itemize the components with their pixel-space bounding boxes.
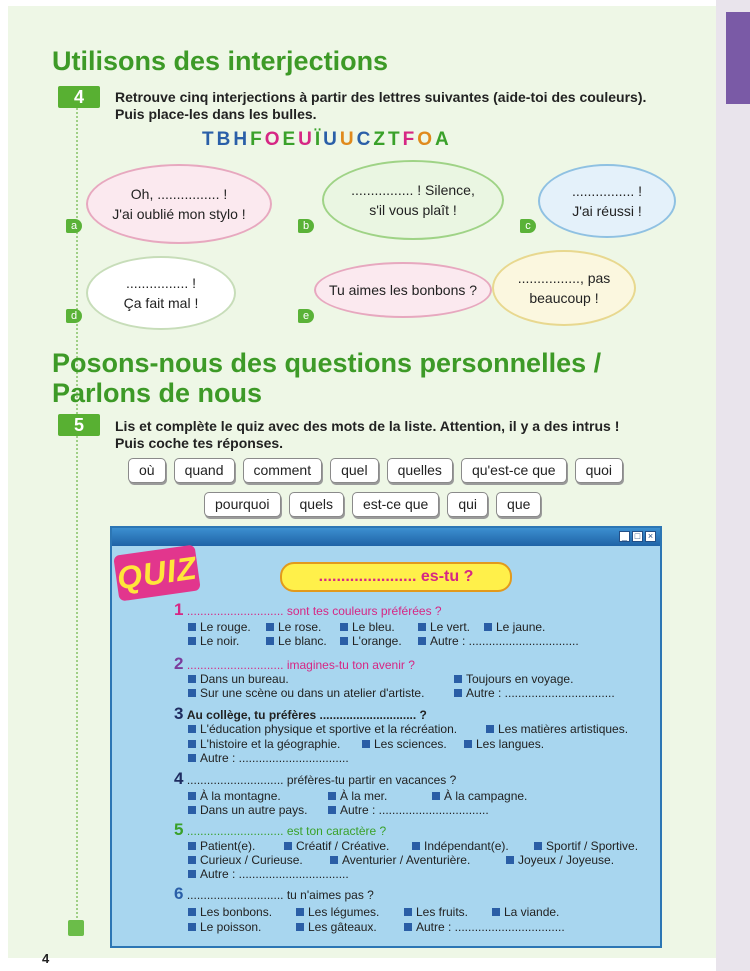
option-checkbox[interactable]: Les sciences. [362, 737, 447, 751]
option-checkbox[interactable]: Curieux / Curieuse. [188, 853, 303, 867]
word-chip[interactable]: comment [243, 458, 323, 483]
bubble-e-line1: Tu aimes les bonbons ? [328, 282, 478, 298]
question-6-label: ............................. tu n'aimes pas ? [186, 888, 374, 902]
option-checkbox[interactable]: Dans un autre pays. [188, 803, 307, 817]
letter-2: H [233, 129, 251, 150]
option-checkbox[interactable]: Autre : ................................. [328, 803, 489, 817]
question-5 [174, 820, 386, 840]
question-2 [174, 654, 415, 674]
letter-12: T [387, 129, 403, 150]
letter-sequence [202, 129, 452, 151]
word-chip[interactable]: où [128, 458, 166, 483]
word-chip[interactable]: que [496, 492, 541, 517]
bubble-tag-d: d [66, 309, 82, 323]
word-chip[interactable]: quoi [575, 458, 623, 483]
maximize-icon[interactable]: □ [632, 531, 643, 542]
option-checkbox[interactable]: Les légumes. [296, 905, 379, 919]
question-2-number: 2 [174, 654, 184, 673]
close-icon[interactable]: × [645, 531, 656, 542]
option-checkbox[interactable]: Le poisson. [188, 920, 261, 934]
letter-6: U [298, 129, 315, 150]
letter-11: Z [373, 129, 388, 150]
option-checkbox[interactable]: Les fruits. [404, 905, 468, 919]
letter-0: T [202, 129, 217, 150]
word-chip[interactable]: pourquoi [204, 492, 281, 517]
word-chip[interactable]: quels [289, 492, 344, 517]
word-chip[interactable]: quel [330, 458, 378, 483]
letter-13: F [402, 129, 418, 150]
option-checkbox[interactable]: Les matières artistiques. [486, 722, 628, 736]
bubble-c-line2: J'ai réussi ! [572, 203, 642, 219]
question-5-label: ............................. est ton caractère ? [186, 824, 387, 838]
option-checkbox[interactable]: Le noir. [188, 634, 239, 648]
quiz-banner: ...................... es-tu ? [280, 562, 512, 592]
minimize-icon[interactable]: _ [619, 531, 630, 542]
option-checkbox[interactable]: Autre : ................................. [418, 634, 579, 648]
question-3 [174, 704, 427, 724]
option-checkbox[interactable]: Autre : ................................. [188, 751, 349, 765]
option-checkbox[interactable]: Autre : ................................. [454, 686, 615, 700]
bubble-a-line2: J'ai oublié mon stylo ! [112, 206, 246, 222]
section-title-questions-line2: Parlons de nous [52, 378, 263, 408]
option-checkbox[interactable]: Dans un bureau. [188, 672, 289, 686]
question-6-number: 6 [174, 884, 184, 903]
question-3-number: 3 [174, 704, 184, 723]
word-chip[interactable]: quelles [387, 458, 453, 483]
option-checkbox[interactable]: Les bonbons. [188, 905, 272, 919]
question-5-number: 5 [174, 820, 184, 839]
exercise-number-5: 5 [58, 414, 100, 436]
question-4-label: ............................. préfères-tu partir en vacances ? [186, 773, 457, 787]
section-title-questions-line1: Posons-nous des questions personnelles / [52, 348, 602, 378]
option-checkbox[interactable]: Les gâteaux. [296, 920, 377, 934]
option-checkbox[interactable]: Le bleu. [340, 620, 395, 634]
question-1 [174, 600, 442, 620]
option-checkbox[interactable]: Le rouge. [188, 620, 251, 634]
speech-bubble-e[interactable] [314, 262, 492, 318]
option-checkbox[interactable]: Patient(e). [188, 839, 255, 853]
option-checkbox[interactable]: Le vert. [418, 620, 470, 634]
word-chip[interactable]: qui [447, 492, 488, 517]
option-checkbox[interactable]: Autre : ................................. [188, 867, 349, 881]
exercise-4-instruction-line1: Retrouve cinq interjections à partir des lettres suivantes (aide-toi des couleurs). [115, 89, 647, 105]
bubble-d-line1: ................ ! [125, 275, 196, 291]
letter-5: E [282, 129, 299, 150]
bubble-d-line2: Ça fait mal ! [123, 295, 199, 311]
quiz-logo: QUIZ [113, 545, 201, 602]
bubble-reply-line1: ................, pas [517, 270, 611, 286]
letter-7: Ï [314, 129, 324, 150]
option-checkbox[interactable]: Le jaune. [484, 620, 545, 634]
speech-bubble-b[interactable] [322, 160, 504, 240]
question-2-label: ............................. imagines-tu ton avenir ? [186, 658, 415, 672]
question-6 [174, 884, 374, 904]
letter-4: O [264, 129, 283, 150]
section-title-interjections: Utilisons des interjections [52, 46, 389, 76]
option-checkbox[interactable]: À la mer. [328, 789, 387, 803]
option-checkbox[interactable]: L'histoire et la géographie. [188, 737, 340, 751]
letter-9: U [339, 129, 357, 150]
bubble-c-line1: ................ ! [571, 183, 642, 199]
option-checkbox[interactable]: Créatif / Créative. [284, 839, 389, 853]
option-checkbox[interactable]: Sur une scène ou dans un atelier d'artiste. [188, 686, 424, 700]
question-1-number: 1 [174, 600, 184, 619]
bubble-a-line1: Oh, ................ ! [130, 186, 228, 202]
bubble-tag-e: e [298, 309, 314, 323]
option-checkbox[interactable]: Toujours en voyage. [454, 672, 573, 686]
option-checkbox[interactable]: Le rose. [266, 620, 321, 634]
letter-8: U [323, 129, 340, 150]
bubble-b-line2: s'il vous plaît ! [369, 202, 457, 218]
option-checkbox[interactable]: À la montagne. [188, 789, 281, 803]
letter-10: C [356, 129, 374, 150]
option-checkbox[interactable]: L'éducation physique et sportive et la récréation. [188, 722, 457, 736]
exercise-number-4: 4 [58, 86, 100, 108]
option-checkbox[interactable]: La viande. [492, 905, 559, 919]
word-chip[interactable]: qu'est-ce que [461, 458, 567, 483]
bubble-tag-b: b [298, 219, 314, 233]
letter-3: F [250, 129, 265, 150]
speech-bubble-reply[interactable] [492, 250, 636, 326]
option-checkbox[interactable]: Joyeux / Joyeuse. [506, 853, 614, 867]
option-checkbox[interactable]: Le blanc. [266, 634, 327, 648]
quiz-window [110, 526, 662, 948]
question-3-label: Au collège, tu préfères ............................. ? [186, 708, 427, 722]
corner-marker [68, 920, 84, 936]
question-1-label: ............................. sont tes couleurs préférées ? [186, 604, 442, 618]
word-list-row1 [128, 458, 623, 483]
option-checkbox[interactable]: Aventurier / Aventurière. [330, 853, 470, 867]
option-checkbox[interactable]: À la campagne. [432, 789, 527, 803]
option-checkbox[interactable]: Les langues. [464, 737, 544, 751]
speech-bubble-c[interactable] [538, 164, 676, 238]
question-4-number: 4 [174, 769, 184, 788]
exercise-4-instruction-line2: Puis place-les dans les bulles. [115, 106, 317, 122]
bubble-tag-a: a [66, 219, 82, 233]
bubble-b-line1: ................ ! Silence, [351, 182, 475, 198]
letter-15: A [434, 129, 452, 150]
option-checkbox[interactable]: Sportif / Sportive. [534, 839, 638, 853]
next-page-edge [716, 0, 750, 971]
bubble-tag-c: c [520, 219, 536, 233]
word-list-row2 [204, 492, 541, 517]
page-number: 4 [42, 951, 50, 966]
letter-1: B [216, 129, 234, 150]
speech-bubble-a[interactable] [86, 164, 272, 244]
bubble-reply-line2: beaucoup ! [529, 290, 599, 306]
letter-14: O [417, 129, 435, 150]
word-chip[interactable]: quand [174, 458, 235, 483]
exercise-5-instruction-line2: Puis coche tes réponses. [115, 435, 284, 451]
option-checkbox[interactable]: L'orange. [340, 634, 402, 648]
quiz-titlebar [112, 528, 660, 546]
option-checkbox[interactable]: Autre : ................................. [404, 920, 565, 934]
question-4 [174, 769, 456, 789]
speech-bubble-d[interactable] [86, 256, 236, 330]
exercise-5-instruction-line1: Lis et complète le quiz avec des mots de la liste. Attention, il y a des intrus ! [115, 418, 620, 434]
option-checkbox[interactable]: Indépendant(e). [412, 839, 509, 853]
word-chip[interactable]: est-ce que [352, 492, 439, 517]
chapter-tab [726, 12, 750, 104]
